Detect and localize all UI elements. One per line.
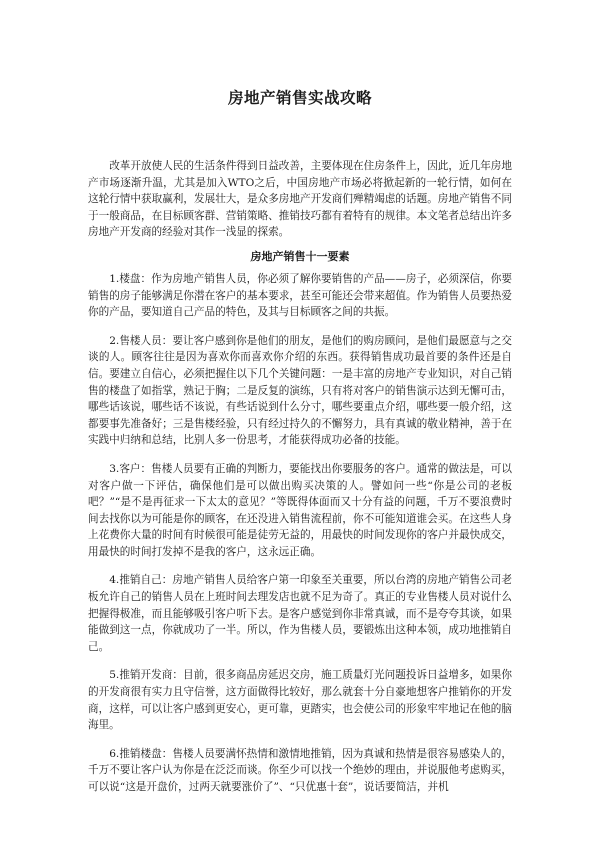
- item-paragraph-5: 5.推销开发商：目前，很多商品房延迟交房，施工质量灯光问题投诉日益增多，如果你的开发商很有实力且守信誉，这方面做得比较好，那么就套十分自豪地想客户推销你的开发商，这样，可以让客户感到更安心，更可靠，更踏实，也会使公司的形象牢牢地记在他的脑海里。: [88, 669, 512, 732]
- item-paragraph-4: 4.推销自己：房地产销售人员给客户第一印象至关重要，所以台湾的房地产销售公司老板允许自己的销售人员在上班时间去理发店也就不足为奇了。真正的专业售楼人员对说什么把握得极准，而且能够吸引客户听下去。是客户感觉到你非常真诚，而不是夸夸其谈，如果能做到这一点，你就成功了一半。所以，作为售楼人员，要锻炼出这种本领，成功地推销自己。: [88, 574, 512, 653]
- intro-paragraph: 改革开放使人民的生活条件得到日益改善，主要体现在住房条件上，因此，近几年房地产市场逐渐升温，尤其是加入WTO之后，中国房地产市场必将掀起新的一轮行情，如何在这轮行情中获取赢利，发展壮大，是众多房地产开发商们殚精竭虑的话题。房地产销售不同于一般商品，在目标顾客群、营销策略、推销技巧都有着特有的规律。本文笔者总结出许多房地产开发商的经验对其作一浅显的探索。: [88, 160, 512, 239]
- item-paragraph-6: 6.推销楼盘：售楼人员要满怀热情和激情地推销，因为真诚和热情是很容易感染人的，千万不要让客户认为你是在泛泛而谈。你至少可以找一个绝妙的理由，并说服他考虑购买，可以说“这是开盘价，过两天就要涨价了”、“只优惠十套”，说话要简洁，并机: [88, 747, 512, 793]
- item-paragraph-2: 2.售楼人员：要让客户感到你是他们的朋友，是他们的购房顾问，是他们最愿意与之交谈的人。顾客往往是因为喜欢你而喜欢你介绍的东西。获得销售成功最首要的条件还是自信。要建立自信心，必须把握住以下几个关键问题：一是丰富的房地产专业知识，对自己销售的楼盘了如指掌，熟记于胸；二是反复的演练，只有将对客户的销售演示达到无懈可击，哪些话该说，哪些话不该说，有些话说到什么分寸，哪些要重点介绍，哪些要一般介绍，这都要事先准备好；三是售楼经验，只有经过持久的不懈努力，具有真诚的敬业精神，善于在实践中归纳和总结，比别人多一份思考，才能获得成功必备的技能。: [88, 334, 512, 447]
- item-paragraph-3: 3.客户：售楼人员要有正确的判断力，要能找出你要服务的客户。通常的做法是，可以对客户做一下评估，确保他们是可以做出购买决策的人。譬如问一些“你是公司的老板吧？”“是不是再征求一下太太的意见？”等既得体面而又十分有益的问题，千万不要浪费时间去找你以为可能是你的顾客，在还没进入销售流程前，你不可能知道谁会买。在这些人身上花费你大量的时间有时候很可能是徒劳无益的，用最快的时间发现你的客户并最快成交，用最快的时间打发掉不是我的客户，这永远正确。: [88, 462, 512, 558]
- document-title: 房地产销售实战攻略: [227, 89, 372, 107]
- item-paragraph-1: 1.楼盘：作为房地产销售人员，你必须了解你要销售的产品——房子，必须深信，你要销售的房子能够满足你潜在客户的基本要求，甚至可能还会带来超值。作为销售人员要热爱你的产品，要知道自己产品的特色，及其与目标顾客之间的共振。: [88, 272, 512, 319]
- section-title: 房地产销售十一要素: [250, 249, 350, 263]
